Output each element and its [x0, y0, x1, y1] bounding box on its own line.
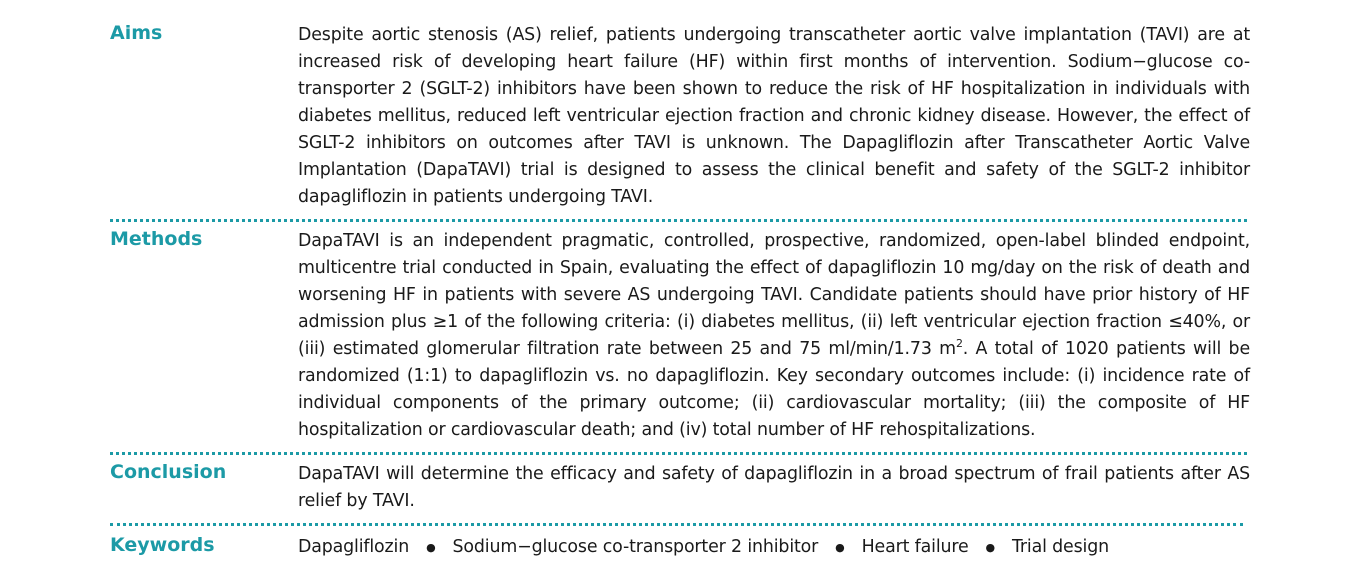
keyword-item: Sodium−glucose co-transporter 2 inhibitor — [452, 537, 819, 557]
bullet-separator: ● — [835, 541, 845, 554]
methods-text-part1: DapaTAVI is an independent pragmatic, controlled, prospective, randomized, open-label blinded endpoint, multicentre trial conducted in Spain, evaluating the effect of dapagliflozin 10 mg/day on the risk of death and worsening HF in patients with severe AS undergoing TAVI. Candidate patients should have prior history of HF admission plus ≥1 of the following criteria: (i) diabetes mellitus, (ii) left ventricular ejection fraction ≤40%, or (iii) estimated glomerular filtration rate between 25 and 75 ml/min/1.73 m — [298, 231, 1250, 359]
methods-superscript: 2 — [955, 337, 963, 350]
keywords-section — [110, 526, 1250, 561]
keyword-list — [298, 534, 1250, 561]
bullet-separator: ● — [985, 541, 995, 554]
methods-section — [110, 222, 1250, 452]
keyword-item: Heart failure — [861, 537, 969, 557]
conclusion-paragraph: DapaTAVI will determine the efficacy and safety of dapagliflozin in a broad spectrum of frail patients after AS relief by TAVI. — [298, 464, 1250, 511]
conclusion-section — [110, 455, 1250, 523]
conclusion-text — [298, 456, 1250, 515]
keywords-content — [298, 534, 1250, 561]
conclusion-label: Conclusion — [110, 461, 227, 483]
aims-section — [110, 10, 1250, 219]
bullet-separator: ● — [426, 541, 436, 554]
aims-text — [298, 12, 1250, 211]
aims-paragraph: Despite aortic stenosis (AS) relief, patients undergoing transcatheter aortic valve implantation (TAVI) are at increased risk of developing heart failure (HF) within first months of intervention. Sodium−glucose co-transporter 2 (SGLT-2) inhibitors have been shown to reduce the risk of HF hospitalization in individuals with diabetes mellitus, reduced left ventricular ejection fraction and chronic kidney disease. However, the effect of SGLT-2 inhibitors on outcomes after TAVI is unknown. The Dapagliflozin after Transcatheter Aortic Valve Implantation (DapaTAVI) trial is designed to assess the clinical benefit and safety of the SGLT-2 inhibitor dapagliflozin in patients undergoing TAVI. — [298, 25, 1250, 207]
methods-text — [298, 223, 1250, 444]
methods-paragraph — [298, 228, 1250, 444]
aims-label: Aims — [110, 22, 163, 44]
methods-text-part2: . A total of 1020 patients will be randomized (1:1) to dapagliflozin vs. no dapagliflozin. Key secondary outcomes include: (i) incidence rate of individual components of the primary outcome; (ii) cardiovascular mortality; (iii) the composite of HF hospitalization or cardiovascular death; and (iv) total number of HF rehospitalizations. — [298, 339, 1250, 440]
keyword-item: Dapagliflozin — [298, 537, 410, 557]
methods-label: Methods — [110, 228, 203, 250]
structured-abstract — [110, 10, 1250, 561]
keywords-label: Keywords — [110, 534, 215, 556]
keyword-item: Trial design — [1012, 537, 1109, 557]
